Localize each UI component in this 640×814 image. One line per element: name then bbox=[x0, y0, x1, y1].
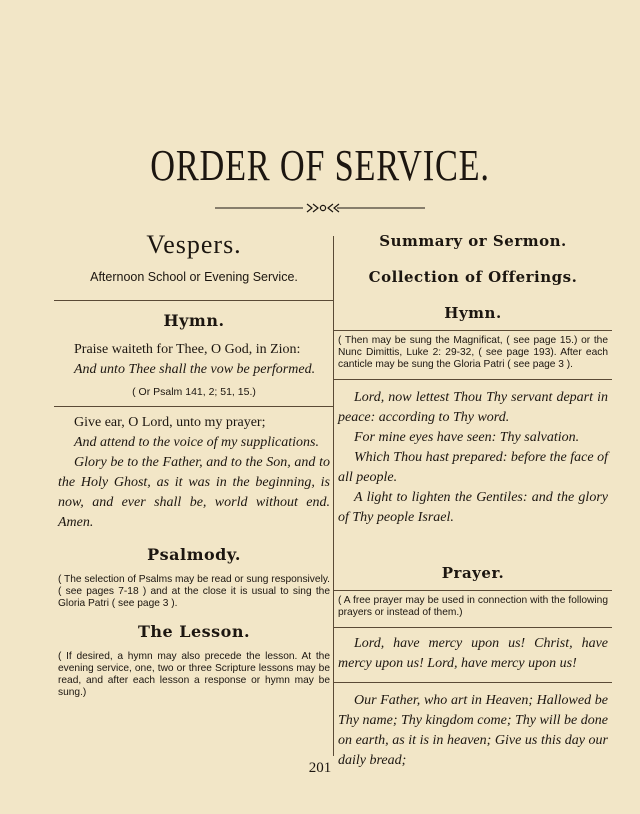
hymn-note: ( Then may be sung the Magnificat, ( see page 15.) or the Nunc Dimittis, Luke 2: 29-32, ( see page 193). After each canticle may be sung the Gloria Patri ( see page 3 ). bbox=[338, 335, 608, 370]
hymn-heading: Hymn. bbox=[444, 304, 502, 322]
right-column bbox=[338, 228, 608, 771]
collection-heading: Collection of Offerings. bbox=[368, 268, 578, 286]
section-rule bbox=[54, 406, 334, 407]
psalmody-note: ( The selection of Psalms may be read or sung responsively. ( see pages 7-18 ) and at the close it is usual to sing the Gloria Patri ( see page 3 ). bbox=[58, 574, 330, 609]
psalm-reference: ( Or Psalm 141, 2; 51, 15.) bbox=[132, 386, 256, 398]
lords-prayer-text: Our Father, who art in Heaven; Hallowed be Thy name; Thy kingdom come; Thy will be done on earth, as it is in heaven; Give us this day our daily bread; bbox=[338, 693, 608, 768]
section-rule bbox=[334, 379, 612, 380]
section-rule bbox=[334, 330, 612, 331]
section-rule bbox=[334, 682, 612, 683]
ornament-divider bbox=[215, 201, 425, 215]
canticle-line: Lord, now lettest Thou Thy servant depart in peace: according to Thy word. bbox=[338, 390, 608, 425]
hymn-line: Praise waiteth for Thee, O God, in Zion: bbox=[74, 342, 301, 357]
page-title: ORDER OF SERVICE. bbox=[150, 141, 490, 190]
section-rule bbox=[54, 300, 334, 301]
vespers-subtitle: Afternoon School or Evening Service. bbox=[90, 270, 298, 284]
psalmody-heading: Psalmody. bbox=[147, 545, 241, 564]
prayer-heading: Prayer. bbox=[441, 564, 505, 582]
hymn-line: And unto Thee shall the vow be performed. bbox=[74, 362, 316, 377]
section-rule bbox=[334, 627, 612, 628]
canticle-line: Which Thou hast prepared: before the face of all people. bbox=[338, 450, 608, 485]
vespers-heading: Vespers. bbox=[146, 230, 242, 259]
canticle-line: For mine eyes have seen: Thy salvation. bbox=[354, 430, 580, 445]
left-column bbox=[58, 228, 330, 699]
summary-heading: Summary or Sermon. bbox=[379, 232, 567, 250]
prayer-note: ( A free prayer may be used in connection with the following prayers or instead of them.) bbox=[338, 595, 608, 618]
column-divider bbox=[333, 236, 334, 756]
page-number: 201 bbox=[308, 760, 332, 776]
verse-line: And attend to the voice of my supplications. bbox=[74, 435, 319, 450]
kyrie-text: Lord, have mercy upon us! Christ, have mercy upon us! Lord, have mercy upon us! bbox=[338, 636, 608, 671]
section-rule bbox=[334, 590, 612, 591]
canticle-line: A light to lighten the Gentiles: and the glory of Thy people Israel. bbox=[338, 490, 608, 525]
hymn-heading: Hymn. bbox=[163, 311, 225, 330]
lesson-heading: The Lesson. bbox=[137, 622, 251, 641]
doxology-text: Glory be to the Father, and to the Son, and to the Holy Ghost, as it was in the beginning, is now, and ever shall be, world without end. Amen. bbox=[58, 455, 330, 530]
lesson-note: ( If desired, a hymn may also precede the lesson. At the evening service, one, two or three Scripture lessons may be read, and after each lesson a response or hymn may be sung.) bbox=[58, 651, 330, 698]
verse-line: Give ear, O Lord, unto my prayer; bbox=[74, 415, 266, 430]
